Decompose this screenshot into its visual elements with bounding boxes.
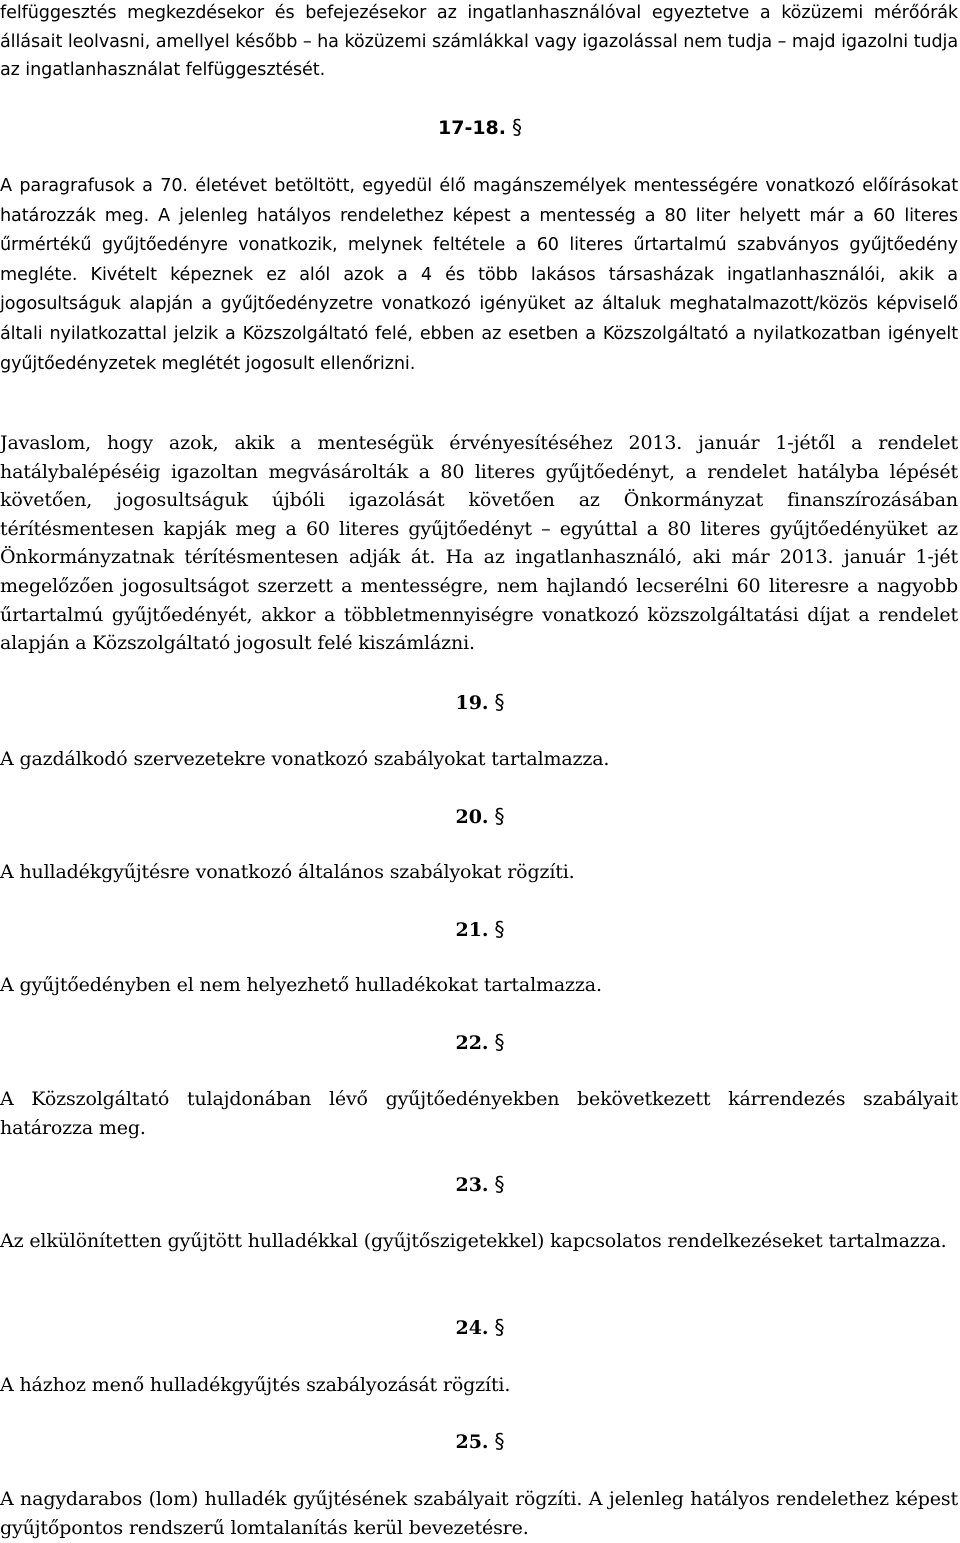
section-symbol: § [494, 804, 505, 828]
section-number: 17-18. [438, 117, 506, 139]
section-24-paragraph: A házhoz menő hulladékgyűjtés szabályozását rögzíti. [0, 1374, 511, 1396]
section-symbol: § [494, 1315, 505, 1339]
section-number: 21. [455, 919, 489, 941]
section-number: 19. [455, 692, 489, 714]
paragraph-text: A paragrafusok a 70. életévet betöltött, egyedül élő magánszemélyek mentességére vonatkozó előírásokat határozzák meg. A jelenleg hatályos rendelethez képest a mentesség a 80 liter helyett már a 60 literes űrmértékű gyűjtőedényre vonatkozik, melynek feltétele a 60 literes űrtartalmú szabványos gyűjtőedény megléte. Kivételt képeznek ez alól azok a 4 és több lakásos társasházak ingatlanhasználói, akik a jogosultságuk alapján a gyűjtőedényzetre vonatkozó igényüket az általuk meghatalmazott/közös képviselő általi nyilatkozattal jelzik a Közszolgáltató felé, ebben az esetben a Közszolgáltató a nyilatkozatban igényelt gyűjtőedényzetek meglétét jogosult ellenőrizni. [0, 176, 958, 374]
section-heading-21 [0, 916, 960, 943]
section-heading-20 [0, 803, 960, 830]
section-20-paragraph: A hulladékgyűjtésre vonatkozó általános szabályokat rögzíti. [0, 861, 575, 883]
section-25-paragraph: A nagydarabos (lom) hulladék gyűjtésének szabályait rögzíti. A jelenleg hatályos rendelethez képest gyűjtőpontos rendszerű lomtalanítás kerül bevezetésre. [0, 1488, 958, 1539]
section-heading-24 [0, 1314, 960, 1341]
section-21-paragraph: A gyűjtőedényben el nem helyezhető hulladékokat tartalmazza. [0, 974, 602, 996]
section-22-paragraph: A Közszolgáltató tulajdonában lévő gyűjtőedényekben bekövetkezett kárrendezés szabályait határozza meg. [0, 1088, 958, 1139]
section-heading-25 [0, 1428, 960, 1455]
section-17-18-paragraph-2: Javaslom, hogy azok, akik a menteségük érvényesítéséhez 2013. január 1-jétől a rendelet hatálybalépéséig igazoltan megvásárolták a 80 literes gyűjtőedényt, a rendelet hatályba lépését követően, jogosultságuk újbóli igazolását követően az Önkormányzat finanszírozásában térítésmentesen kapják meg a 60 literes gyűjtőedényt – egyúttal a 80 literes gyűjtőedényüket az Önkormányzatnak térítésmentesen adják át. Ha az ingatlanhasználó, aki már 2013. január 1-jét megelőzően jogosultságot szerzett a mentességre, nem hajlandó lecserélni 60 literesre a nagyobb űrtartalmú gyűjtőedényét, akkor a többletmennyiségre vonatkozó közszolgáltatási díjat a rendelet alapján a Közszolgáltató jogosult felé kiszámlázni. [0, 432, 958, 655]
section-number: 20. [455, 806, 489, 828]
section-23-paragraph: Az elkülönítetten gyűjtött hulladékkal (gyűjtőszigetekkel) kapcsolatos rendelkezéseket tartalmazza. [0, 1230, 947, 1252]
section-symbol: § [494, 690, 505, 714]
section-number: 23. [455, 1174, 489, 1196]
section-symbol: § [511, 115, 522, 139]
section-number: 25. [455, 1431, 489, 1453]
section-number: 22. [455, 1032, 489, 1054]
section-symbol: § [494, 917, 505, 941]
section-heading-19 [0, 689, 960, 716]
section-19-paragraph: A gazdálkodó szervezetekre vonatkozó szabályokat tartalmazza. [0, 748, 610, 770]
section-number: 24. [455, 1317, 489, 1339]
section-symbol: § [494, 1429, 505, 1453]
intro-paragraph: felfüggesztés megkezdésekor és befejezésekor az ingatlanhasználóval egyeztetve a közüzemi mérőórák állásait leolvasni, amellyel később – ha közüzemi számlákkal vagy igazolással nem tudja – majd igazolni tudja az ingatlanhasználat felfüggesztését. [0, 3, 958, 81]
section-symbol: § [494, 1172, 505, 1196]
section-symbol: § [494, 1030, 505, 1054]
section-heading-22 [0, 1029, 960, 1056]
section-heading-23 [0, 1171, 960, 1198]
section-heading-17-18 [0, 114, 960, 141]
section-17-18-paragraph-1 [0, 171, 958, 378]
